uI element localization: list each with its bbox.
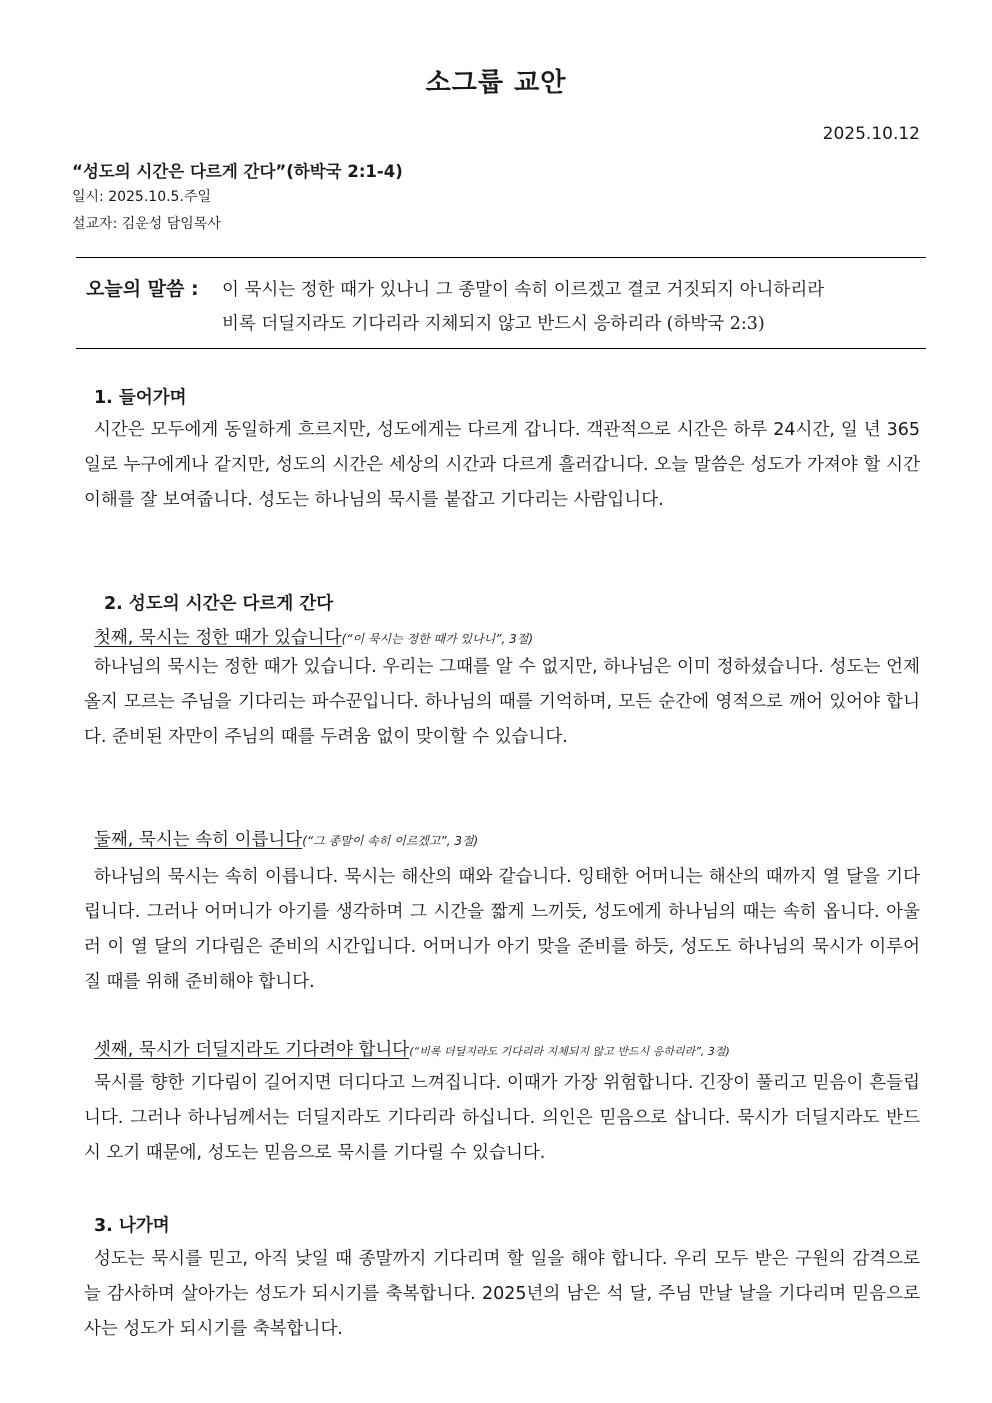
sermon-title: “성도의 시간은 다르게 간다”(하박국 2:1-4) — [72, 162, 403, 181]
document-date: 2025.10.12 — [822, 124, 920, 144]
point-3-reference: (“비록 더딜지라도 기다리라 지체되지 않고 반드시 응하리라”, 3절) — [409, 1045, 730, 1058]
point-2-reference: (“그 종말이 속히 이르겠고”, 3절) — [302, 834, 479, 848]
todays-word-label: 오늘의 말씀 : — [86, 278, 199, 300]
section-3-body: 성도는 묵시를 믿고, 아직 낮일 때 종말까지 기다리며 할 일을 해야 합니다. 우리 모두 받은 구원의 감격으로 늘 감사하며 살아가는 성도가 되시기를 축복합니다. 2025년의 남은 석 달, 주님 만날 날을 기다리며 믿음으로 사는 성도가 되시기를 축복합니다. — [84, 1249, 920, 1339]
point-3-title: 셋째, 묵시가 더딜지라도 기다려야 합니다 — [94, 1040, 410, 1060]
point-3-title-row — [94, 1036, 730, 1061]
section-1-heading: 1. 들어가며 — [94, 388, 187, 408]
point-1-reference: (“이 묵시는 정한 때가 있나니”, 3절) — [341, 632, 534, 646]
todays-word-line-2: 비록 더딜지라도 기다리라 지체되지 않고 반드시 응하리라 (하박국 2:3) — [222, 314, 765, 334]
document-title: 소그룹 교안 — [425, 68, 567, 98]
section-2-heading: 2. 성도의 시간은 다르게 간다 — [104, 594, 334, 614]
point-1-title-row — [94, 624, 533, 649]
service-date: 일시: 2025.10.5.주일 — [72, 189, 211, 205]
divider-top — [76, 257, 926, 258]
section-3-heading: 3. 나가며 — [94, 1216, 170, 1236]
point-2-body: 하나님의 묵시는 속히 이릅니다. 묵시는 해산의 때와 같습니다. 잉태한 어머니는 해산의 때까지 열 달을 기다립니다. 그러나 어머니가 아기를 생각하며 그 시간을 짧게 느끼듯, 성도에게 하나님의 때는 속히 옵니다. 아울러 이 열 달의 기다림은 준비의 시간입니다. 어머니가 아기 맞을 준비를 하듯, 성도도 하나님의 묵시가 이루어질 때를 위해 준비해야 합니다. — [84, 867, 920, 992]
point-2-title: 둘째, 묵시는 속히 이릅니다 — [94, 830, 303, 850]
section-1-body: 시간은 모두에게 동일하게 흐르지만, 성도에게는 다르게 갑니다. 객관적으로 시간은 하루 24시간, 일 년 365일로 누구에게나 같지만, 성도의 시간은 세상의 시간과 다르게 흘러갑니다. 오늘 말씀은 성도가 가져야 할 시간 이해를 잘 보여줍니다. 성도는 하나님의 묵시를 붙잡고 기다리는 사람입니다. — [84, 420, 920, 510]
point-2-title-row — [94, 826, 478, 851]
preacher: 설교자: 김운성 담임목사 — [72, 216, 221, 232]
divider-bottom — [76, 348, 926, 349]
point-1-body: 하나님의 묵시는 정한 때가 있습니다. 우리는 그때를 알 수 없지만, 하나님은 이미 정하셨습니다. 성도는 언제 올지 모르는 주님을 기다리는 파수꾼입니다. 하나님의 때를 기억하며, 모든 순간에 영적으로 깨어 있어야 합니다. 준비된 자만이 주님의 때를 두려움 없이 맞이할 수 있습니다. — [84, 657, 920, 747]
point-3-body: 묵시를 향한 기다림이 길어지면 더디다고 느껴집니다. 이때가 가장 위험합니다. 긴장이 풀리고 믿음이 흔들립니다. 그러나 하나님께서는 더딜지라도 기다리라 하십니다. 의인은 믿음으로 삽니다. 묵시가 더딜지라도 반드시 오기 때문에, 성도는 믿음으로 묵시를 기다릴 수 있습니다. — [84, 1073, 920, 1163]
point-1-title: 첫째, 묵시는 정한 때가 있습니다 — [94, 628, 342, 648]
todays-word-line-1: 이 묵시는 정한 때가 있나니 그 종말이 속히 이르겠고 결코 거짓되지 아니하리라 — [222, 280, 825, 300]
